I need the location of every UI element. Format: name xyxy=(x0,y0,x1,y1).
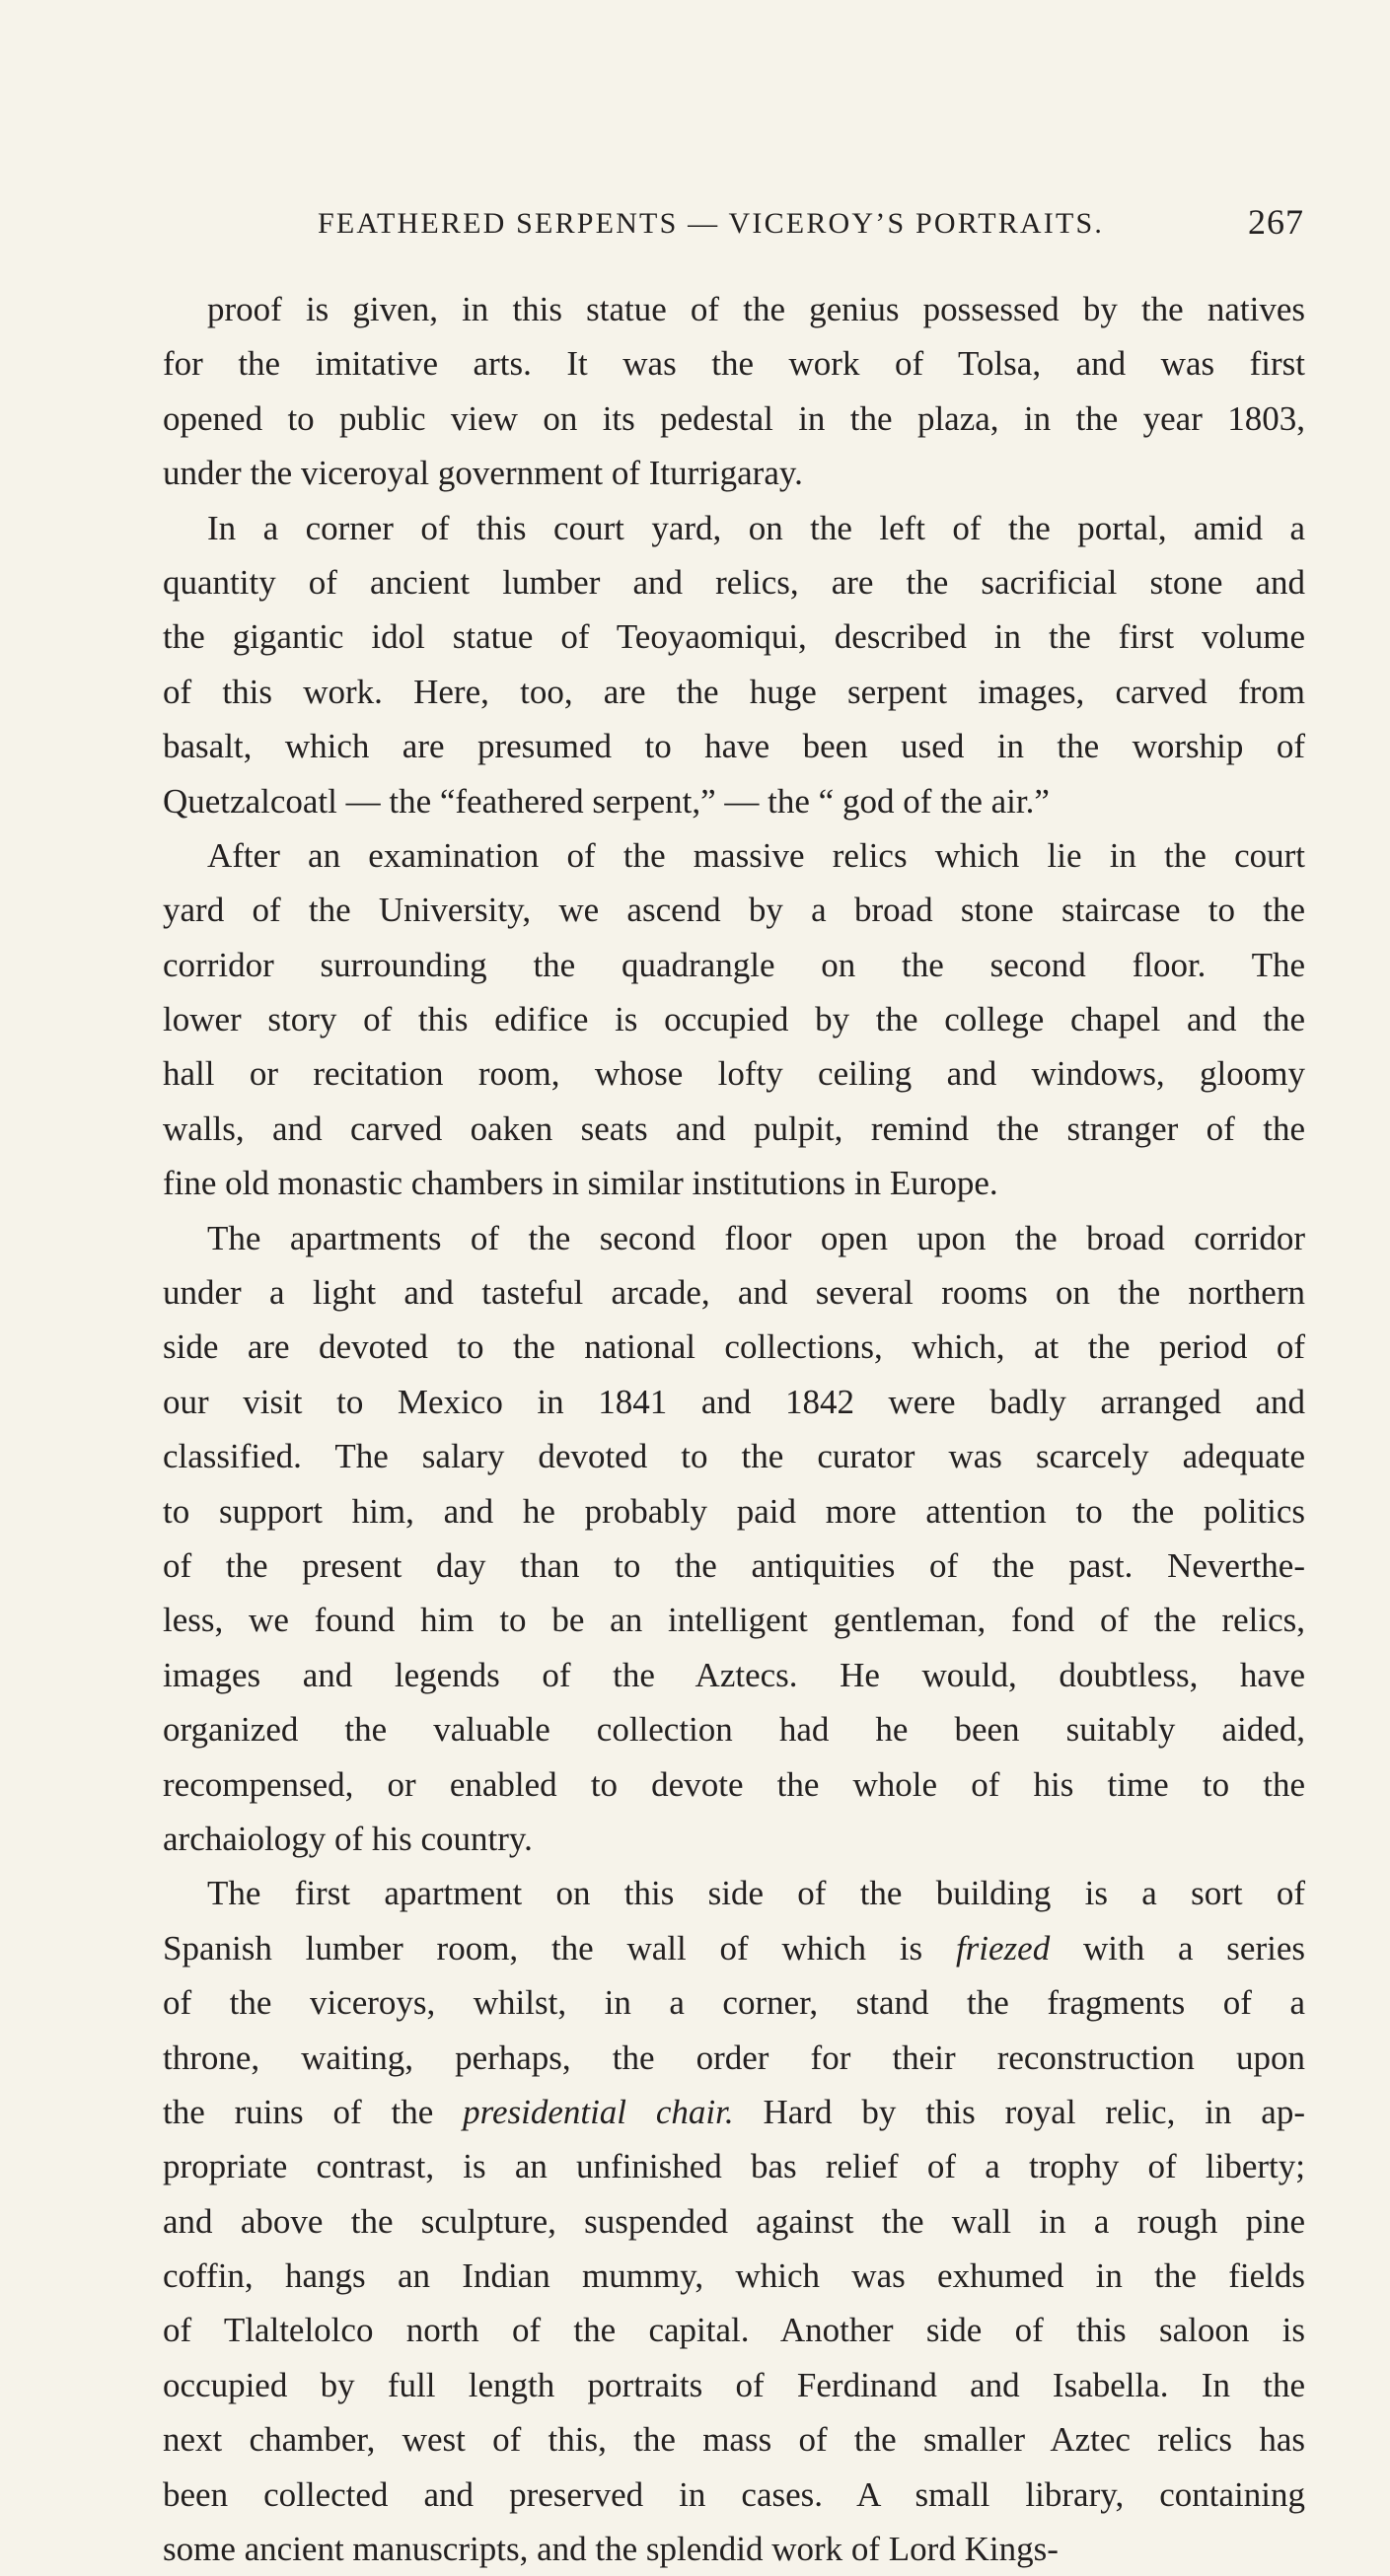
running-title: FEATHERED SERPENTS — VICEROY’S PORTRAITS. xyxy=(318,207,1105,240)
text-segment: fine old monastic chambers in similar institutions in Europe. xyxy=(163,1164,998,1203)
text-segment: hall or recitation room, whose lofty ceiling and windows, gloomy xyxy=(163,1054,1305,1094)
running-head xyxy=(318,202,1304,246)
text-segment: walls, and carved oaken seats and pulpit, remind the stranger of the xyxy=(163,1109,1305,1148)
text-segment: of this work. Here, too, are the huge serpent images, carved from xyxy=(163,672,1305,711)
text-line xyxy=(163,282,1305,336)
text-segment: Hard by this royal relic, in ap- xyxy=(733,2092,1305,2131)
text-line xyxy=(163,1484,1305,1538)
text-segment: our visit to Mexico in 1841 and 1842 were badly arranged and xyxy=(163,1382,1305,1421)
text-line xyxy=(163,992,1305,1046)
text-segment: propriate contrast, is an unfinished bas relief of a trophy of liberty; xyxy=(163,2147,1305,2186)
body-text xyxy=(163,282,1305,2576)
text-line xyxy=(163,774,1305,828)
text-line xyxy=(163,1702,1305,1756)
text-line xyxy=(163,1265,1305,1320)
text-segment: opened to public view on its pedestal in the plaza, in the year 1803, xyxy=(163,398,1305,438)
text-line xyxy=(163,1757,1305,1812)
text-line xyxy=(163,2249,1305,2303)
text-segment: corridor surrounding the quadrangle on the second floor. The xyxy=(163,945,1305,984)
text-line xyxy=(163,2303,1305,2357)
text-line xyxy=(163,2468,1305,2522)
text-segment: Spanish lumber room, the wall of which is xyxy=(163,1928,956,1968)
text-segment: lower story of this edifice is occupied by the college chapel and the xyxy=(163,1000,1305,1039)
text-line xyxy=(163,1593,1305,1647)
paragraph xyxy=(163,501,1305,828)
text-segment: of Tlaltelolco north of the capital. Another side of this saloon is xyxy=(163,2311,1305,2350)
text-segment: less, we found him to be an intelligent gentleman, fond of the relics, xyxy=(163,1601,1305,1640)
text-segment: classified. The salary devoted to the curator was scarcely adequate xyxy=(163,1437,1305,1476)
text-line xyxy=(163,719,1305,773)
text-segment: yard of the University, we ascend by a broad stone staircase to the xyxy=(163,891,1305,930)
text-segment: archaiology of his country. xyxy=(163,1819,533,1858)
text-line xyxy=(163,828,1305,883)
text-segment: After an examination of the massive relics which lie in the court xyxy=(207,835,1305,875)
text-segment: basalt, which are presumed to have been used in the worship of xyxy=(163,727,1305,766)
text-segment: the gigantic idol statue of Teoyaomiqui, described in the first volume xyxy=(163,617,1305,657)
text-line xyxy=(163,938,1305,992)
text-segment: In a corner of this court yard, on the left of the portal, amid a xyxy=(207,508,1305,547)
text-line xyxy=(163,1975,1305,2030)
text-segment: proof is given, in this statue of the genius possessed by the natives xyxy=(207,290,1305,328)
text-line xyxy=(163,2139,1305,2193)
text-line xyxy=(163,2522,1305,2576)
text-line xyxy=(163,2412,1305,2467)
text-segment: quantity of ancient lumber and relics, are the sacrificial stone and xyxy=(163,562,1305,602)
text-segment: to support him, and he probably paid more attention to the politics xyxy=(163,1491,1305,1531)
text-segment: images and legends of the Aztecs. He would, doubtless, have xyxy=(163,1655,1305,1694)
text-segment: under the viceroyal government of Iturrigaray. xyxy=(163,454,803,493)
text-line xyxy=(163,2085,1305,2139)
text-segment: coffin, hangs an Indian mummy, which was exhumed in the fields xyxy=(163,2256,1305,2296)
text-line xyxy=(163,1320,1305,1374)
text-segment: the ruins of the xyxy=(163,2092,464,2131)
text-line xyxy=(163,2194,1305,2249)
text-line xyxy=(163,1921,1305,1975)
page-number: 267 xyxy=(1248,202,1304,242)
text-segment: under a light and tasteful arcade, and several rooms on the northern xyxy=(163,1273,1305,1313)
paragraph xyxy=(163,282,1305,501)
paragraph xyxy=(163,1211,1305,1867)
text-line xyxy=(163,1538,1305,1593)
text-segment: throne, waiting, perhaps, the order for their reconstruction upon xyxy=(163,2038,1305,2077)
text-line xyxy=(163,883,1305,937)
text-line xyxy=(163,1866,1305,1920)
text-line xyxy=(163,665,1305,719)
text-line xyxy=(163,446,1305,500)
text-line xyxy=(163,1156,1305,1210)
text-segment: organized the valuable collection had he been suitably aided, xyxy=(163,1710,1305,1750)
text-segment: some ancient manuscripts, and the splendid work of Lord Kings- xyxy=(163,2530,1059,2569)
text-segment: next chamber, west of this, the mass of the smaller Aztec relics has xyxy=(163,2420,1305,2460)
text-line xyxy=(163,1429,1305,1483)
text-segment: for the imitative arts. It was the work of Tolsa, and was first xyxy=(163,344,1305,384)
text-segment: with a series xyxy=(1050,1928,1305,1968)
paragraph xyxy=(163,1866,1305,2576)
text-line xyxy=(163,1648,1305,1702)
text-line xyxy=(163,1211,1305,1265)
italic-phrase: friezed xyxy=(955,1928,1051,1968)
text-line xyxy=(163,1046,1305,1101)
text-segment: recompensed, or enabled to devote the whole of his time to the xyxy=(163,1764,1305,1804)
text-segment: Quetzalcoatl — the “feathered serpent,” — the “ god of the air.” xyxy=(163,781,1050,821)
text-segment: of the viceroys, whilst, in a corner, stand the fragments of a xyxy=(163,1983,1305,2023)
text-segment: and above the sculpture, suspended against the wall in a rough pine xyxy=(163,2201,1305,2241)
text-segment: been collected and preserved in cases. A small library, containing xyxy=(163,2474,1305,2514)
text-line xyxy=(163,1375,1305,1429)
text-line xyxy=(163,1102,1305,1156)
text-segment: occupied by full length portraits of Ferdinand and Isabella. In the xyxy=(163,2365,1305,2404)
text-segment: side are devoted to the national collections, which, at the period of xyxy=(163,1327,1305,1367)
text-line xyxy=(163,501,1305,555)
text-line xyxy=(163,2031,1305,2085)
text-line xyxy=(163,555,1305,609)
text-segment: The first apartment on this side of the building is a sort of xyxy=(207,1874,1305,1913)
text-segment: The apartments of the second floor open upon the broad corridor xyxy=(207,1218,1305,1257)
text-line xyxy=(163,2358,1305,2412)
text-segment: of the present day than to the antiquities of the past. Neverthe- xyxy=(163,1545,1305,1585)
text-line xyxy=(163,336,1305,391)
italic-phrase: presidential chair. xyxy=(463,2092,734,2131)
text-line xyxy=(163,392,1305,446)
text-line xyxy=(163,1812,1305,1866)
paragraph xyxy=(163,828,1305,1211)
text-line xyxy=(163,609,1305,664)
